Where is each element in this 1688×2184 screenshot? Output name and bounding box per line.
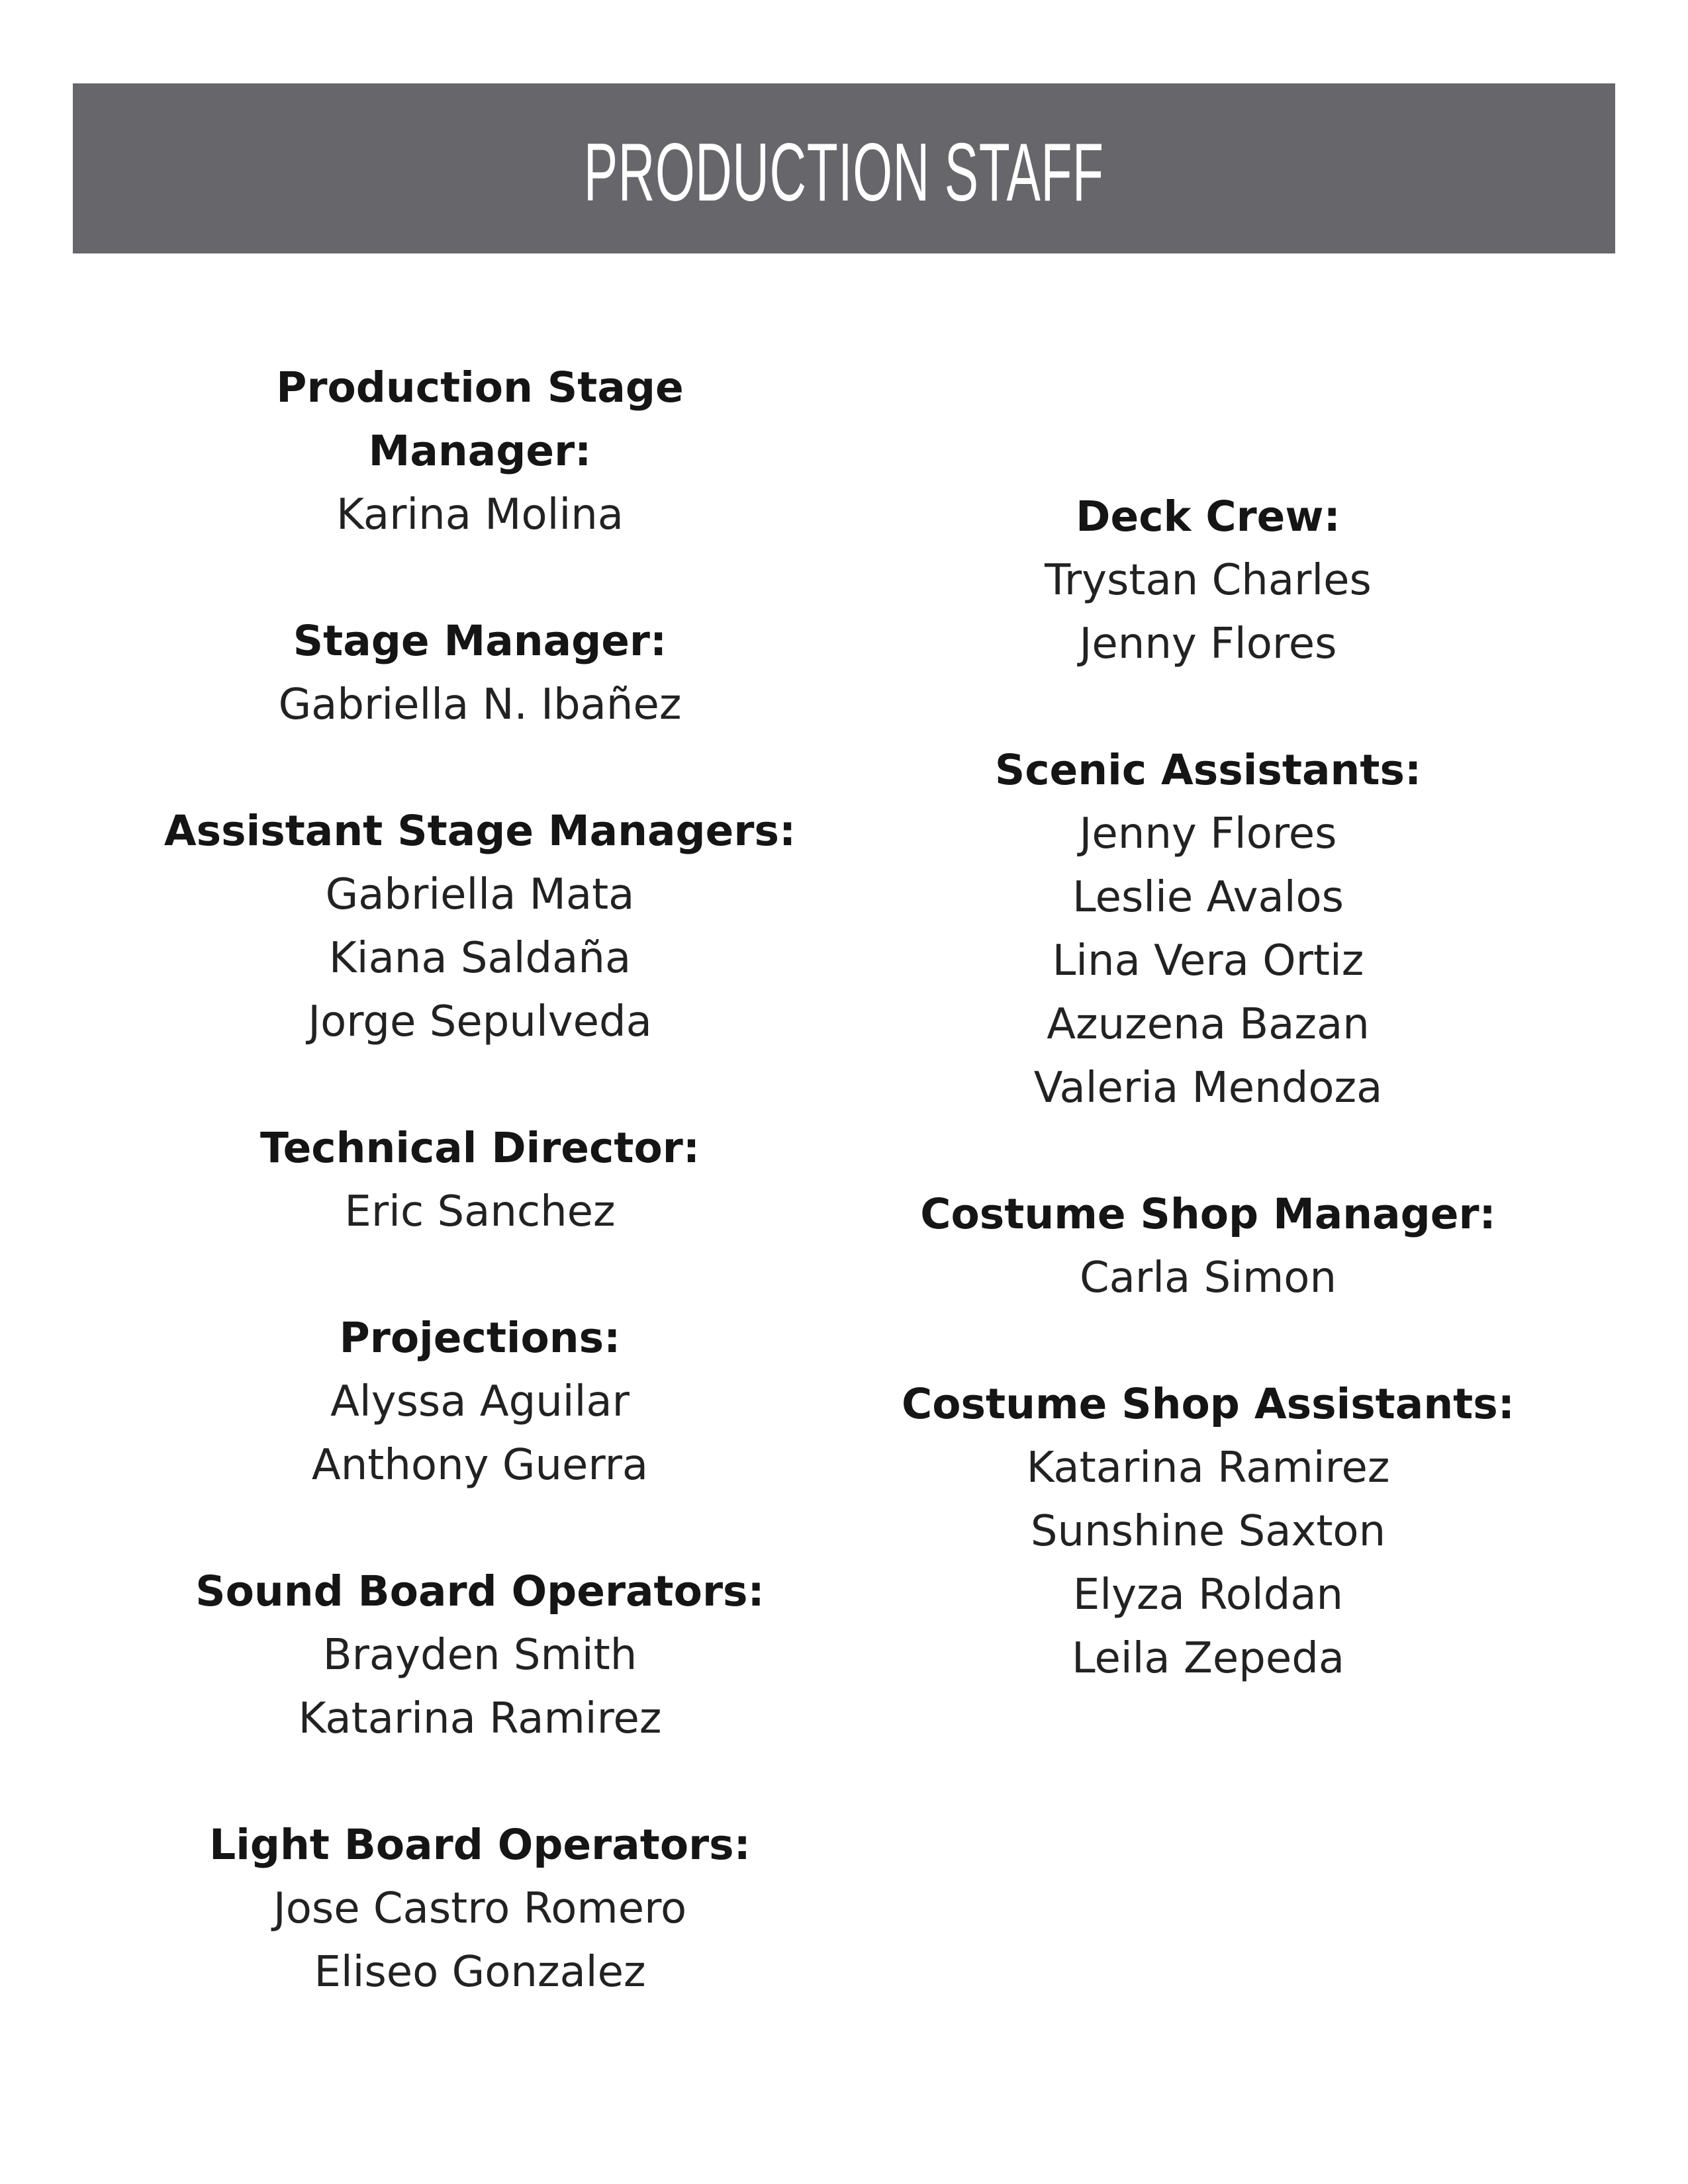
- staff-section: [116, 610, 844, 737]
- role-heading: Sound Board Operators:: [195, 1567, 765, 1615]
- role-heading: Technical Director:: [259, 1124, 700, 1172]
- staff-section: [116, 799, 844, 1054]
- staff-name: Kiana Saldaña: [328, 934, 632, 983]
- staff-name: Katarina Ramirez: [1026, 1443, 1390, 1492]
- staff-name: Elyza Roldan: [1072, 1570, 1344, 1619]
- staff-name: Anthony Guerra: [311, 1441, 649, 1490]
- role-heading: Scenic Assistants:: [994, 746, 1422, 794]
- staff-name: Gabriella Mata: [325, 870, 635, 919]
- staff-section: [116, 1116, 844, 1244]
- staff-name: Brayden Smith: [322, 1631, 637, 1680]
- staff-name: Valeria Mendoza: [1033, 1064, 1383, 1113]
- right-staff-column: [844, 485, 1572, 1753]
- left-staff-column: [116, 356, 844, 2067]
- staff-section: [116, 1560, 844, 1751]
- role-heading: Production Stage Manager:: [276, 363, 684, 475]
- staff-section: [844, 1373, 1572, 1690]
- staff-name: Karina Molina: [336, 490, 624, 539]
- role-heading: Assistant Stage Managers:: [164, 807, 796, 855]
- staff-section: [844, 1183, 1572, 1310]
- staff-section: [844, 739, 1572, 1120]
- page-title: PRODUCTION STAFF: [584, 126, 1104, 218]
- staff-name: Leila Zepeda: [1071, 1634, 1345, 1683]
- staff-name: Leslie Avalos: [1072, 873, 1344, 922]
- role-heading: Costume Shop Manager:: [920, 1190, 1496, 1238]
- role-heading: Costume Shop Assistants:: [902, 1380, 1515, 1428]
- staff-name: Carla Simon: [1079, 1253, 1337, 1302]
- staff-name: Jorge Sepulveda: [308, 997, 652, 1046]
- staff-name: Trystan Charles: [1045, 556, 1372, 605]
- staff-name: Jenny Flores: [1079, 809, 1337, 858]
- role-heading: Light Board Operators:: [209, 1821, 751, 1869]
- staff-name: Gabriella N. Ibañez: [278, 680, 682, 729]
- title-banner: [73, 83, 1615, 253]
- role-heading: Deck Crew:: [1076, 492, 1340, 541]
- staff-name: Sunshine Saxton: [1030, 1507, 1386, 1556]
- staff-name: Jenny Flores: [1079, 619, 1337, 668]
- role-heading: Projections:: [339, 1314, 621, 1362]
- staff-section: [116, 356, 844, 547]
- staff-section: [116, 1306, 844, 1497]
- staff-name: Azuzena Bazan: [1047, 1000, 1370, 1049]
- staff-name: Katarina Ramirez: [298, 1694, 662, 1743]
- staff-section: [844, 485, 1572, 676]
- role-heading: Stage Manager:: [293, 617, 667, 665]
- staff-name: Alyssa Aguilar: [330, 1377, 630, 1426]
- staff-name: Eric Sanchez: [344, 1187, 616, 1236]
- staff-name: Lina Vera Ortiz: [1052, 936, 1364, 985]
- staff-section: [116, 1813, 844, 2004]
- staff-name: Jose Castro Romero: [273, 1884, 687, 1933]
- staff-name: Eliseo Gonzalez: [314, 1948, 646, 1997]
